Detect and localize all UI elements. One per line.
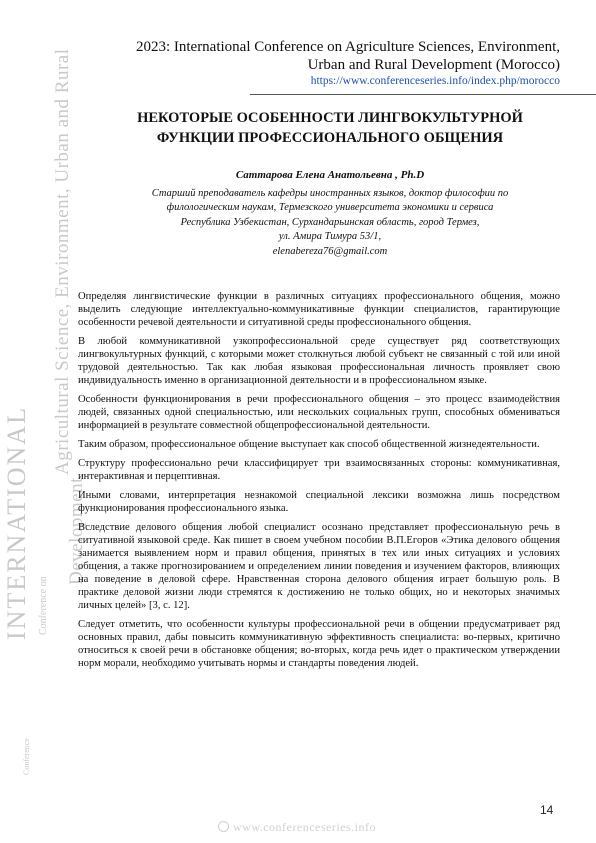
author-block [105, 168, 555, 259]
body-paragraph: Вследствие делового общения любой специалист осознано представляет профессиональную речь в ситуативной языковой среде. Как пишет в своем учебном пособии В.П.Егоров «Этика делового общения занимается выявлением норм и правил общения, принятых в тех или иных ситуациях и условиях общения, а также прогнозированием и определением линии поведения и изучением факторов, влияющих на поведение в деловой сфере. Нравственная сторона делового общения играет большую роль. В практике деловой жизни люди стремятся к достижению не только общих, но и некоторых значимых личных целей» [3, с. 12]. [78, 522, 560, 611]
article-title-line2: ФУНКЦИИ ПРОФЕССИОНАЛЬНОГО ОБЩЕНИЯ [156, 130, 504, 146]
conference-title-line2: Urban and Rural Development (Morocco) [307, 57, 560, 73]
globe-icon [218, 821, 229, 832]
sidebar-watermark [0, 40, 90, 820]
article-body [78, 290, 560, 676]
author-name: Саттарова Елена Анатольевна , Ph.D [235, 169, 425, 181]
page-number: 14 [540, 803, 554, 817]
body-paragraph: Особенности функционирования в речи профессионального общения – это процесс взаимодействия людей, связанных одной специальностью, или нескольких социальных групп, способных обмениваться информацией в результате совместной общепрофессиональной деятельности. [78, 394, 560, 431]
body-paragraph: Таким образом, профессиональное общение выступает как способ общественной жизнедеятельности. [78, 439, 540, 450]
sidebar-conference-on-text: Conference on [38, 576, 49, 635]
sidebar-conference-word: Conference [22, 738, 31, 775]
header-divider [250, 94, 596, 95]
body-paragraph: Иными словами, интерпретация незнакомой специальной лексики возможна лишь посредством функционирования профессионального языка. [78, 490, 560, 514]
conference-header [100, 38, 560, 87]
footer-website-text: www.conferenceseries.info [233, 820, 376, 834]
footer-website [218, 820, 376, 835]
affiliation-line: филологическим наукам, Термезского университета экономики и сервиса [166, 202, 494, 213]
affiliation-line: ул. Амира Тимура 53/1, [278, 231, 382, 242]
sidebar-description-line1: Agricultural Science, Environment, Urban and Rural [52, 48, 73, 475]
body-paragraph: Следует отметить, что особенности культуры профессиональной речи в общении предусматривает ряд основных правил, дабы повысить коммуникативную эффективность специалиста: во-первых, критично относиться к своей речи в обстановке общения; во-вторых, когда речь идет о практическом утверждении норм морали, необходимо учитывать нормы и стандарты поведения людей. [78, 619, 560, 669]
body-paragraph: Определяя лингвистические функции в различных ситуациях профессионального общения, можно выделить следующие интеллектуально-коммуникативные функции специалистов, гарантирующие особенности речевой деятельности и ситуативной среды профессионального общения. [78, 291, 560, 328]
affiliation-line: Республика Узбекистан, Сурхандарьинская область, город Термез, [180, 216, 480, 228]
conference-url-link[interactable]: https://www.conferenceseries.info/index.php/morocco [310, 75, 560, 87]
affiliation-line: Старший преподаватель кафедры иностранных языков, доктор философии по [151, 187, 509, 199]
body-paragraph: Структуру профессионально речи классифицирует три взаимосвязанных стороны: коммуникативная, интерактивная и перцептивная. [78, 458, 560, 482]
sidebar-description-line2: Development [66, 477, 87, 585]
article-title [110, 108, 550, 148]
conference-title-line1: 2023: International Conference on Agriculture Sciences, Environment, [135, 39, 560, 55]
sidebar-international-text: INTERNATIONAL [2, 406, 31, 640]
author-email[interactable]: elenabereza76@gmail.com [272, 245, 388, 257]
body-paragraph: В любой коммуникативной узкопрофессиональной среде существует ряд соответствующих лингвокультурных функций, с которыми может столкнуться любой субъект не связанный с той или иной трудовой деятельностью. Так как любая языковая профессиональная личность проявляет свою индивидуальность именно в организационной деятельности и в профессиональном языке. [78, 336, 560, 386]
article-title-line1: НЕКОТОРЫЕ ОСОБЕННОСТИ ЛИНГВОКУЛЬТУРНОЙ [137, 110, 523, 126]
